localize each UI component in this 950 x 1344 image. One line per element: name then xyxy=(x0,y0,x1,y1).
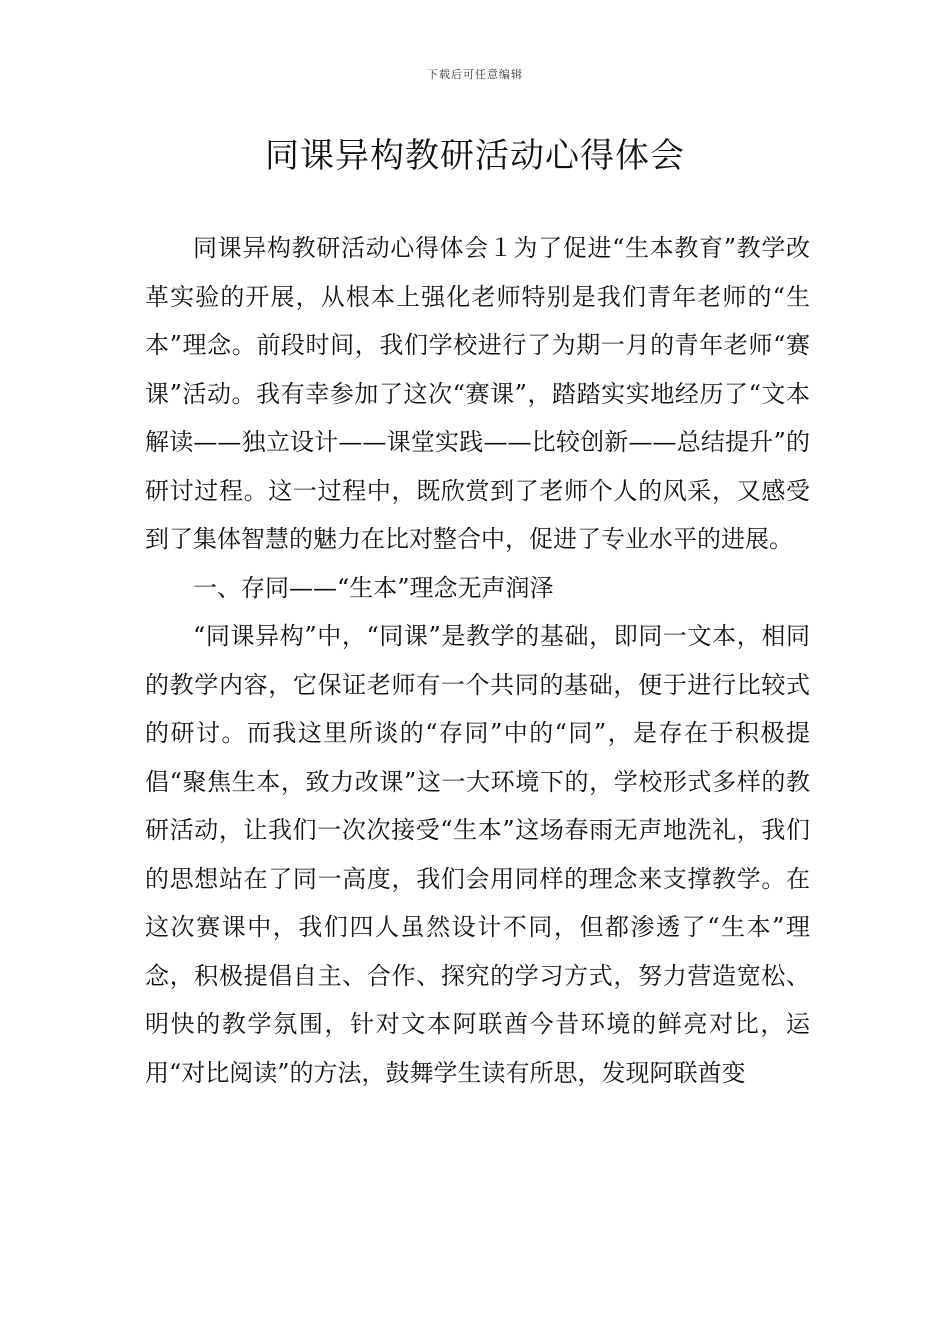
page-title: 同课异构教研活动心得体会 xyxy=(265,136,685,176)
header-note: 下载后可任意编辑 xyxy=(427,68,523,81)
section-heading: 一、存同——“生本”理念无声润泽 xyxy=(193,573,554,602)
paragraph-intro: 同课异构教研活动心得体会１为了促进“生本教育”教学改革实验的开展，从根本上强化老师特别是我们青年老师的“生本”理念。前段时间，我们学校进行了为期一月的青年老师“赛课”活动。我有幸参加了这次“赛课”，踏踏实实地经历了“文本解读——独立设计——课堂实践——比较创新——总结提升”的研讨过程。这一过程中，既欣赏到了老师个人的风采，又感受到了集体智慧的魅力在比对整合中，促进了专业水平的进展。 xyxy=(145,234,810,553)
paragraph-section-one: “同课异构”中，“同课”是教学的基础，即同一文本，相同的教学内容，它保证老师有一个共同的基础，便于进行比较式的研讨。而我这里所谈的“存同”中的“同”，是存在于积极提倡“聚焦生本，致力改课”这一大环境下的，学校形式多样的教研活动，让我们一次次接受“生本”这场春雨无声地洗礼，我们的思想站在了同一高度，我们会用同样的理念来支撑教学。在这次赛课中，我们四人虽然设计不同，但都渗透了“生本”理念，积极提倡自主、合作、探究的学习方式，努力营造宽松、明快的教学氛围，针对文本阿联酋今昔环境的鲜亮对比，运用“对比阅读”的方法，鼓舞学生读有所思，发现阿联酋变 xyxy=(145,622,810,1087)
document-body xyxy=(145,224,810,1097)
